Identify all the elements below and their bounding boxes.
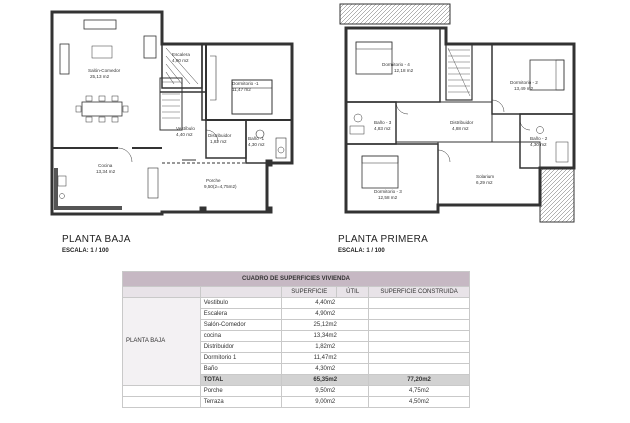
row-name: Dormitorio 1 <box>200 353 282 364</box>
ff-room-name: Baño - 3 <box>374 120 392 125</box>
row-util: 1,82m2 <box>282 342 369 353</box>
row-util: 11,47m2 <box>282 353 369 364</box>
gf-room-area: 4,40 m2 <box>176 132 193 137</box>
gf-room-area: 9,50(2=4,75m2) <box>204 184 237 189</box>
gf-room-name: Escalera <box>172 52 190 57</box>
row-util: 9,00m2 <box>282 397 369 408</box>
ff-room-area: 13,49 m2 <box>514 86 534 91</box>
row-construida <box>369 342 470 353</box>
row-name: Distribuidor <box>200 342 282 353</box>
ff-room-name: Dormitorio - 2 <box>510 80 538 85</box>
gf-room-name: Vestíbulo <box>176 126 195 131</box>
row-construida: 4,50m2 <box>369 397 470 408</box>
col-superficie: SUPERFICIE <box>282 287 337 298</box>
table-row <box>123 386 470 397</box>
row-util: 9,50m2 <box>282 386 369 397</box>
row-construida <box>369 353 470 364</box>
total-label: TOTAL <box>200 375 282 386</box>
row-construida: 4,75m2 <box>369 386 470 397</box>
total-construida: 77,20m2 <box>369 375 470 386</box>
row-construida <box>369 298 470 309</box>
row-util: 4,40m2 <box>282 298 369 309</box>
ff-room-area: 12,58 m2 <box>378 195 398 200</box>
surface-table <box>122 271 470 408</box>
ff-room-name: Solarium <box>476 174 495 179</box>
row-util: 4,30m2 <box>282 364 369 375</box>
gf-room-name: Baño -1 <box>248 136 265 141</box>
gf-room-area: 4,90 m2 <box>172 58 189 63</box>
ff-room-area: 12,18 m2 <box>394 68 414 73</box>
gf-room-area: 1,82 m2 <box>210 139 227 144</box>
row-name: Salón-Comedor <box>200 320 282 331</box>
gf-room-area: 4,30 m2 <box>248 142 265 147</box>
first-floor-room-labels <box>374 62 548 200</box>
ff-room-area: 4,30 m2 <box>530 142 547 147</box>
row-name: Baño <box>200 364 282 375</box>
gf-room-name: Salón-Comedor <box>88 68 121 73</box>
row-name: Escalera <box>200 309 282 320</box>
col-construida: SUPERFICIE CONSTRUIDA <box>369 287 470 298</box>
ff-room-area: 4,88 m2 <box>452 126 469 131</box>
ground-floor-plan <box>52 12 292 214</box>
total-util: 65,35m2 <box>282 375 369 386</box>
ground-floor-title: PLANTA BAJA <box>62 234 131 245</box>
row-construida <box>369 320 470 331</box>
ff-room-name: Dormitorio - 4 <box>382 62 410 67</box>
first-floor-title: PLANTA PRIMERA <box>338 234 429 245</box>
ground-floor-scale: ESCALA: 1 / 100 <box>62 248 109 254</box>
row-name: cocina <box>200 331 282 342</box>
row-construida <box>369 364 470 375</box>
row-name: Vestibulo <box>200 298 282 309</box>
row-construida <box>369 309 470 320</box>
row-name: Terraza <box>200 397 282 408</box>
row-util: 13,34m2 <box>282 331 369 342</box>
table-row <box>123 397 470 408</box>
ff-room-area: 6,29 m2 <box>476 180 493 185</box>
ff-room-area: 4,83 m2 <box>374 126 391 131</box>
gf-room-area: 11,47 m2 <box>232 87 251 92</box>
gf-room-name: Porche <box>206 178 221 183</box>
gf-room-area: 25,13 m2 <box>90 74 110 79</box>
table-row <box>123 298 470 309</box>
gf-room-name: Distribuidor <box>208 133 232 138</box>
first-floor-scale: ESCALA: 1 / 100 <box>338 248 385 254</box>
row-name: Porche <box>200 386 282 397</box>
ff-room-name: Dormitorio - 3 <box>374 189 402 194</box>
section-planta-baja: PLANTA BAJA <box>123 298 201 386</box>
gf-room-name: Dormitorio -1 <box>232 81 259 86</box>
gf-room-area: 13,34 m2 <box>96 169 116 174</box>
ff-room-name: Baño - 2 <box>530 136 548 141</box>
row-construida <box>369 331 470 342</box>
col-util: ÚTIL <box>337 287 369 298</box>
row-util: 4,90m2 <box>282 309 369 320</box>
table-header-row <box>123 287 470 298</box>
gf-room-name: Cocina <box>98 163 113 168</box>
table-title: CUADRO DE SUPERFICIES VIVIENDA <box>123 272 470 287</box>
ff-room-name: Distribuidor <box>450 120 474 125</box>
row-util: 25,12m2 <box>282 320 369 331</box>
